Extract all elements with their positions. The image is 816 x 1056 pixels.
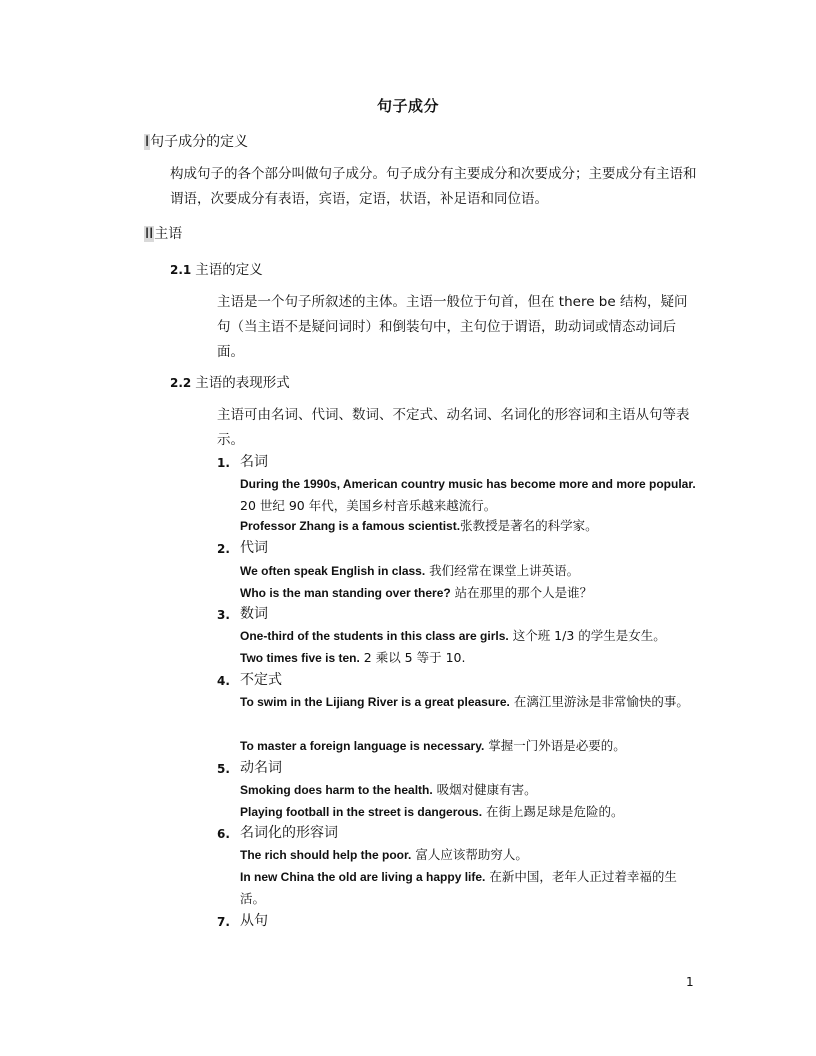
example-sentence (240, 691, 700, 713)
example-chinese: 我们经常在课堂上讲英语。 (425, 563, 580, 578)
example-sentence (240, 515, 700, 537)
example-chinese: 吸烟对健康有害。 (432, 782, 537, 797)
example-sentence (240, 866, 700, 909)
section-2-number: II (145, 226, 154, 242)
example-chinese: 富人应该帮助穷人。 (411, 847, 528, 862)
document-title: 句子成分 (376, 97, 439, 115)
list-item-number: 5. (217, 762, 230, 776)
example-chinese: 20 世纪 90 年代，美国乡村音乐越来越流行。 (240, 498, 497, 513)
example-sentence (240, 735, 700, 757)
subsection-2-1-paragraph: 主语是一个句子所叙述的主体。主语一般位于句首，但在 there be 结构，疑问句（当主语不是疑问词时）和倒装句中，主句位于谓语，助动词或情态动词后面。 (217, 294, 688, 360)
list-item-number: 1. (217, 456, 230, 470)
example-english: Who is the man standing over there? (240, 586, 451, 600)
example-sentence (240, 473, 700, 516)
section-1-number: I (145, 134, 150, 150)
example-english: To swim in the Lijiang River is a great pleasure. (240, 695, 510, 709)
example-english: To master a foreign language is necessary. (240, 739, 485, 753)
subsection-2-2-heading (170, 374, 290, 392)
example-english: We often speak English in class. (240, 564, 426, 578)
list-item-label: 数词 (240, 606, 268, 622)
example-chinese: 掌握一门外语是必要的。 (484, 738, 626, 753)
list-item-label: 动名词 (240, 760, 282, 776)
example-english: Professor Zhang is a famous scientist. (240, 519, 461, 533)
example-sentence (240, 647, 700, 669)
example-sentence (240, 560, 700, 582)
example-chinese: 2 乘以 5 等于 10. (359, 650, 466, 665)
subsection-2-2-title: 主语的表现形式 (195, 375, 290, 391)
example-english: Two times five is ten. (240, 651, 360, 665)
example-sentence (240, 844, 700, 866)
example-english: Playing football in the street is dangerous. (240, 805, 483, 819)
list-item-label: 不定式 (240, 672, 282, 688)
subsection-2-1-title: 主语的定义 (195, 262, 263, 278)
example-chinese: 这个班 1/3 的学生是女生。 (508, 628, 666, 643)
example-english: During the 1990s, American country music has become more and more popular. (240, 477, 696, 491)
example-sentence (240, 625, 700, 647)
list-item-label: 名词 (240, 454, 268, 470)
section-1-heading (144, 133, 248, 151)
example-english: One-third of the students in this class are girls. (240, 629, 509, 643)
example-english: Smoking does harm to the health. (240, 783, 433, 797)
example-chinese: 在漓江里游泳是非常愉快的事。 (509, 694, 689, 709)
example-english: In new China the old are living a happy life. (240, 870, 486, 884)
subsection-2-1-number: 2.1 (170, 263, 192, 277)
list-item-number: 3. (217, 608, 230, 622)
example-chinese: 在街上踢足球是危险的。 (482, 804, 624, 819)
example-chinese: 张教授是著名的科学家。 (460, 518, 598, 533)
example-english: The rich should help the poor. (240, 848, 412, 862)
list-item-label: 代词 (240, 540, 268, 556)
section-1-paragraph: 构成句子的各个部分叫做句子成分。句子成分有主要成分和次要成分；主要成分有主语和谓语，次要成分有表语，宾语，定语，状语，补足语和同位语。 (170, 166, 697, 207)
example-chinese: 站在那里的那个人是谁？ (450, 585, 593, 600)
example-chinese: 在新中国，老年人正过着幸福的生活。 (240, 869, 677, 906)
section-2-heading (144, 225, 182, 243)
example-sentence (240, 779, 700, 801)
page-number: 1 (686, 975, 694, 989)
list-item-number: 4. (217, 674, 230, 688)
list-item-number: 2. (217, 542, 230, 556)
subsection-2-2-number: 2.2 (170, 376, 192, 390)
subsection-2-2-paragraph: 主语可由名词、代词、数词、不定式、动名词、名词化的形容词和主语从句等表示。 (217, 407, 690, 448)
list-item-number: 7. (217, 915, 230, 929)
section-1-title: 句子成分的定义 (150, 134, 249, 150)
example-sentence (240, 801, 700, 823)
example-sentence (240, 582, 700, 604)
list-item-label: 从句 (240, 913, 268, 929)
section-2-title: 主语 (154, 226, 183, 242)
list-item-number: 6. (217, 827, 230, 841)
subsection-2-1-heading (170, 261, 263, 279)
list-item-label: 名词化的形容词 (240, 825, 338, 841)
